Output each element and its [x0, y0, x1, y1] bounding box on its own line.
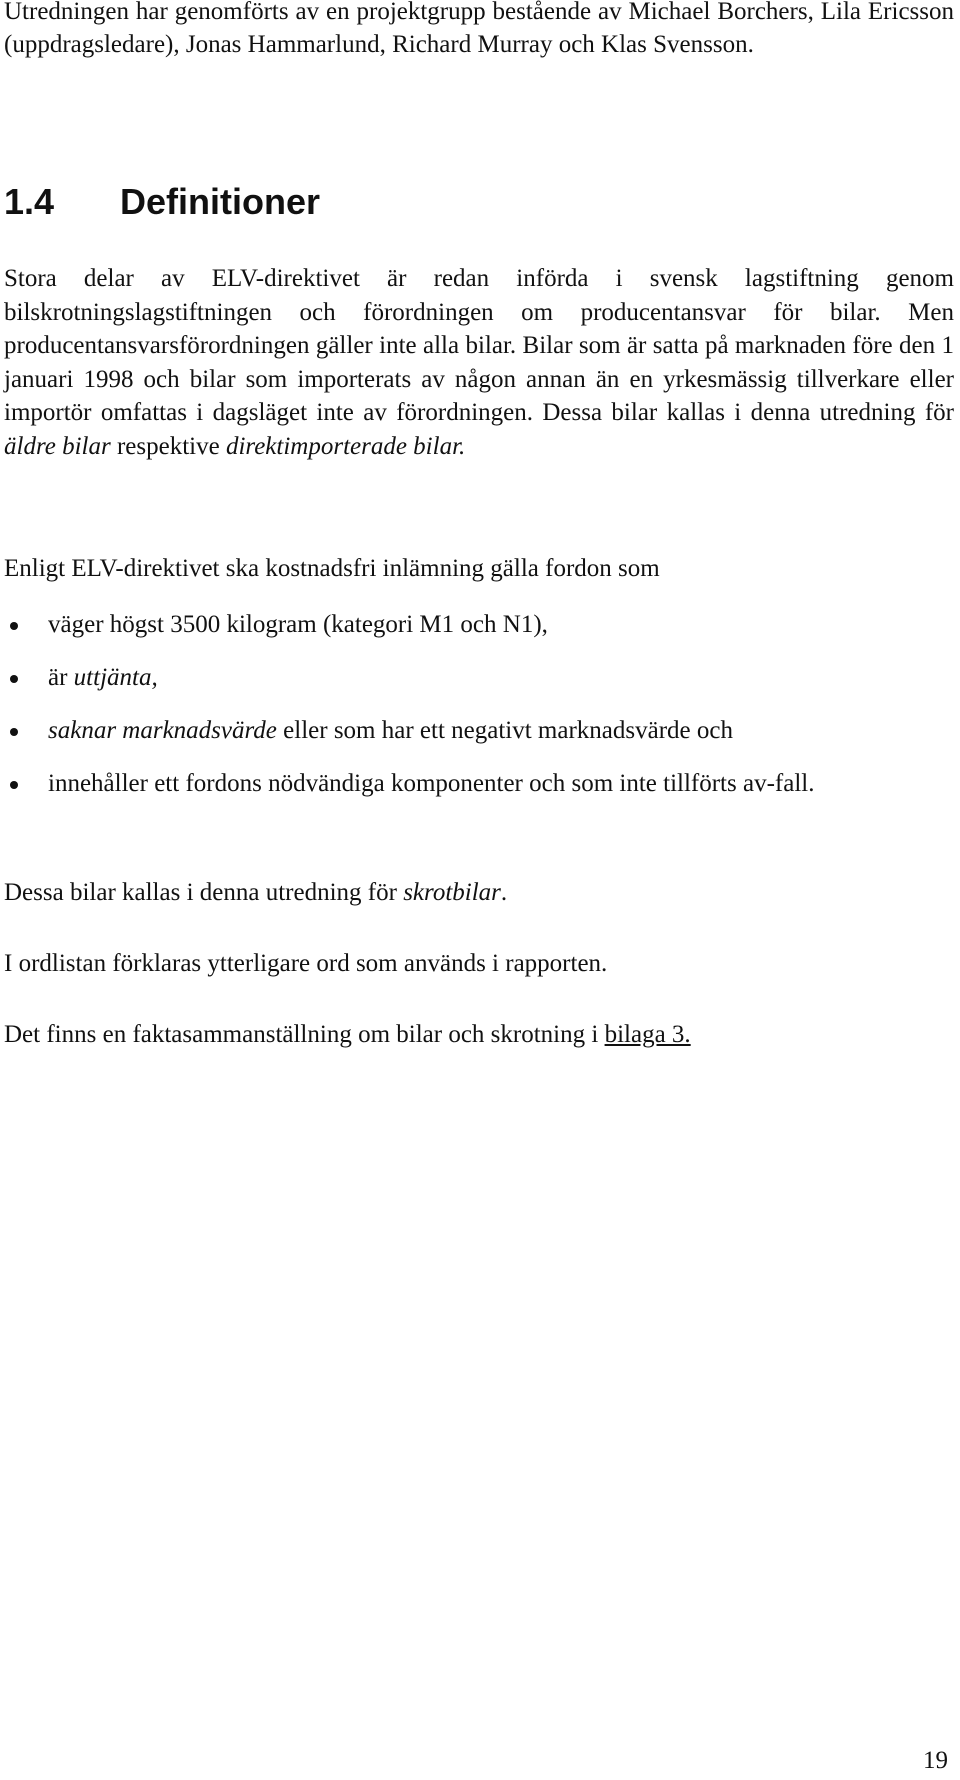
- list-item: [4, 607, 954, 642]
- glossary-text: I ordlistan förklaras ytterligare ord som används i rapporten.: [4, 950, 608, 977]
- bullet-icon: [10, 675, 18, 683]
- intro-text: Utredningen har genomförts av en projektgrupp bestående av Michael Borchers, Lila Ericsson (uppdragsledare), Jonas Hammarlund, Richard Murray och Klas Svensson.: [4, 0, 954, 58]
- scrap-prefix: Dessa bilar kallas i denna utredning för: [4, 879, 404, 906]
- section-heading: [4, 180, 320, 224]
- list-item-suffix: eller som har ett negativt marknadsvärde och: [276, 717, 733, 744]
- list-item-prefix: är: [48, 664, 74, 691]
- page-number: 19: [923, 1747, 948, 1774]
- scrap-paragraph: [4, 876, 954, 909]
- facts-prefix: Det finns en faktasammanställning om bilar och skrotning i: [4, 1021, 605, 1048]
- list-item: [4, 766, 954, 801]
- section-title: Definitioner: [120, 181, 321, 222]
- definitions-paragraph: [4, 262, 954, 463]
- appendix-link[interactable]: bilaga 3.: [604, 1021, 691, 1048]
- list-item-emphasis: uttjänta,: [73, 664, 158, 691]
- scrap-suffix: .: [500, 879, 508, 906]
- section-number: 1.4: [4, 181, 55, 222]
- intro-paragraph: [4, 0, 954, 61]
- definitions-connector: respektive: [110, 432, 226, 460]
- list-item-text: väger högst 3500 kilogram (kategori M1 och N1),: [48, 611, 548, 638]
- facts-paragraph: [4, 1018, 954, 1051]
- elv-lead-paragraph: [4, 552, 954, 585]
- term-direct-imported-cars: direktimporterade bilar.: [225, 432, 466, 460]
- elv-lead-text: Enligt ELV-direktivet ska kostnadsfri inlämning gälla fordon som: [4, 555, 660, 582]
- bullet-icon: [10, 781, 18, 789]
- definitions-text: Stora delar av ELV-direktivet är redan införda i svensk lagstiftning genom bilskrotningslagstiftningen och förordningen om producentansvar för bilar. Men producentansvarsförordningen gäller inte alla bilar. Bilar som är satta på marknaden före den 1 januari 1998 och bilar som importerats av någon annan än en yrkesmässig tillverkare eller importör omfattas i dagsläget inte av förordningen. Dessa bilar kallas i denna utredning för: [4, 265, 954, 426]
- elv-criteria-list: [4, 607, 954, 819]
- term-scrap-cars: skrotbilar: [403, 879, 501, 906]
- bullet-icon: [10, 622, 18, 630]
- bullet-icon: [10, 728, 18, 736]
- list-item-emphasis: saknar marknadsvärde: [48, 717, 277, 744]
- list-item-text: innehåller ett fordons nödvändiga komponenter och som inte tillförts av-fall.: [48, 770, 815, 797]
- term-older-cars: äldre bilar: [4, 432, 111, 460]
- list-item: [4, 660, 954, 695]
- list-item: [4, 713, 954, 748]
- glossary-paragraph: [4, 947, 954, 980]
